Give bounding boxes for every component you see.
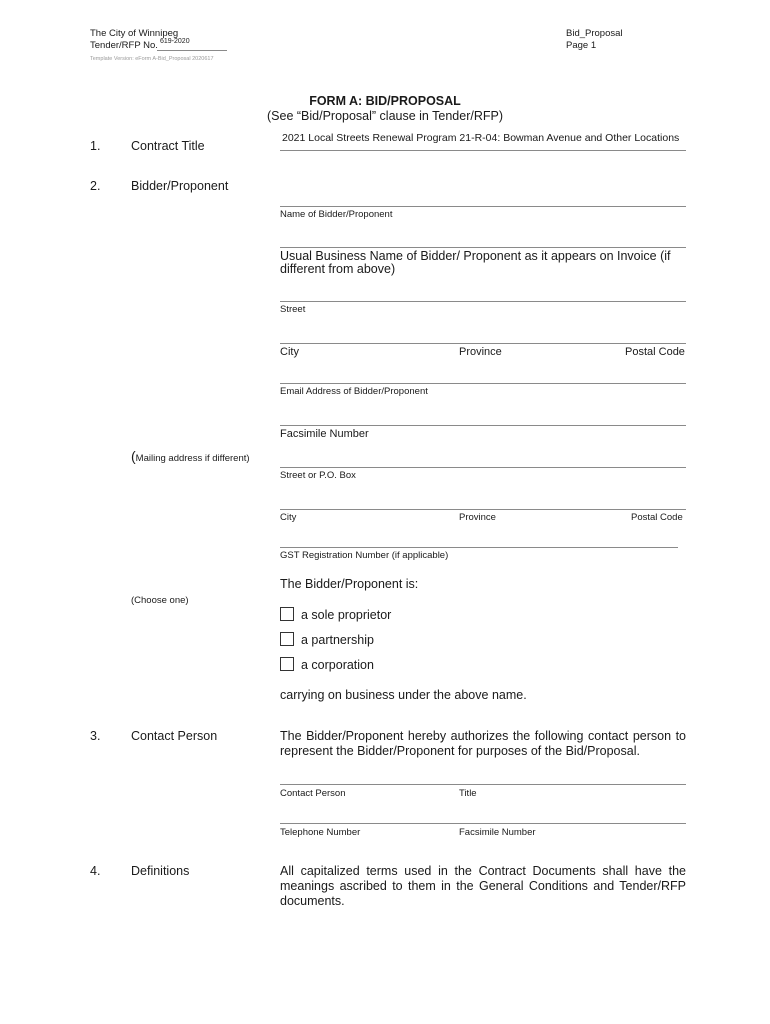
telephone-field[interactable] (280, 823, 686, 824)
partnership-checkbox[interactable] (280, 632, 294, 646)
template-version: Template Version: eForm A-Bid_Proposal 2020617 (90, 56, 214, 62)
definitions-text: All capitalized terms used in the Contract Documents shall have the meanings ascribed to them in the General Conditions and Tender/RFP documents. (280, 864, 686, 908)
province-caption: Province (459, 346, 502, 358)
business-name-caption: Usual Business Name of Bidder/ Proponent as it appears on Invoice (if different from above) (280, 249, 671, 276)
corporation-label: a corporation (301, 658, 374, 672)
tender-number: 619-2020 (160, 38, 190, 45)
email-field[interactable] (280, 383, 686, 384)
city-name: The City of Winnipeg (90, 28, 179, 39)
mailing-street-field[interactable] (280, 467, 686, 468)
mailing-city-caption: City (280, 512, 297, 523)
street-field[interactable] (280, 301, 686, 302)
telephone-caption: Telephone Number (280, 827, 361, 838)
document-name: Bid_Proposal (566, 28, 623, 39)
section-3-number: 3. (90, 729, 101, 743)
bidder-label: Bidder/Proponent (131, 179, 229, 193)
section-1-number: 1. (90, 139, 101, 153)
bidder-name-field[interactable] (280, 206, 686, 207)
definitions-label: Definitions (131, 864, 190, 878)
mailing-street-caption: Street or P.O. Box (280, 470, 356, 481)
bidder-name-caption: Name of Bidder/Proponent (280, 209, 393, 220)
contact-person-caption: Contact Person (280, 788, 346, 799)
mailing-city-field[interactable] (280, 509, 686, 510)
contact-person-field[interactable] (280, 784, 686, 785)
form-subtitle: (See “Bid/Proposal” clause in Tender/RFP) (267, 109, 503, 123)
contact-title-caption: Title (459, 788, 477, 799)
mailing-province-caption: Province (459, 512, 496, 523)
form-title: FORM A: BID/PROPOSAL (309, 94, 461, 108)
carrying-on-business-text: carrying on business under the above name. (280, 688, 527, 702)
contact-person-label: Contact Person (131, 729, 218, 743)
sole-proprietor-label: a sole proprietor (301, 608, 392, 622)
tender-number-line (157, 50, 227, 51)
section-2-number: 2. (90, 179, 101, 193)
city-caption: City (280, 346, 299, 358)
postal-code-caption: Postal Code (625, 346, 685, 358)
street-caption: Street (280, 304, 306, 315)
email-caption: Email Address of Bidder/Proponent (280, 386, 428, 397)
contract-title-line (280, 150, 686, 151)
facsimile-caption: Facsimile Number (280, 428, 369, 440)
contract-title-label: Contract Title (131, 139, 205, 153)
gst-caption: GST Registration Number (if applicable) (280, 550, 449, 561)
gst-field[interactable] (280, 547, 678, 548)
corporation-checkbox[interactable] (280, 657, 294, 671)
bidder-type-label: The Bidder/Proponent is: (280, 577, 419, 591)
tender-label: Tender/RFP No. (90, 40, 158, 51)
mailing-postal-caption: Postal Code (631, 512, 683, 523)
contact-facsimile-caption: Facsimile Number (459, 827, 536, 838)
page-number: Page 1 (566, 40, 597, 51)
facsimile-field[interactable] (280, 425, 686, 426)
business-name-field[interactable] (280, 247, 686, 248)
contact-authorization-text: The Bidder/Proponent hereby authorizes the following contact person to represent the Bidder/Proponent for purposes of the Bid/Proposal. (280, 729, 686, 758)
mailing-address-label: (Mailing address if different) (131, 448, 250, 464)
sole-proprietor-checkbox[interactable] (280, 607, 294, 621)
section-4-number: 4. (90, 864, 101, 878)
choose-one-label: (Choose one) (131, 595, 189, 606)
contract-title-value[interactable]: 2021 Local Streets Renewal Program 21-R-04: Bowman Avenue and Other Locations (282, 132, 680, 144)
city-province-postal-field[interactable] (280, 343, 686, 344)
partnership-label: a partnership (301, 633, 374, 647)
